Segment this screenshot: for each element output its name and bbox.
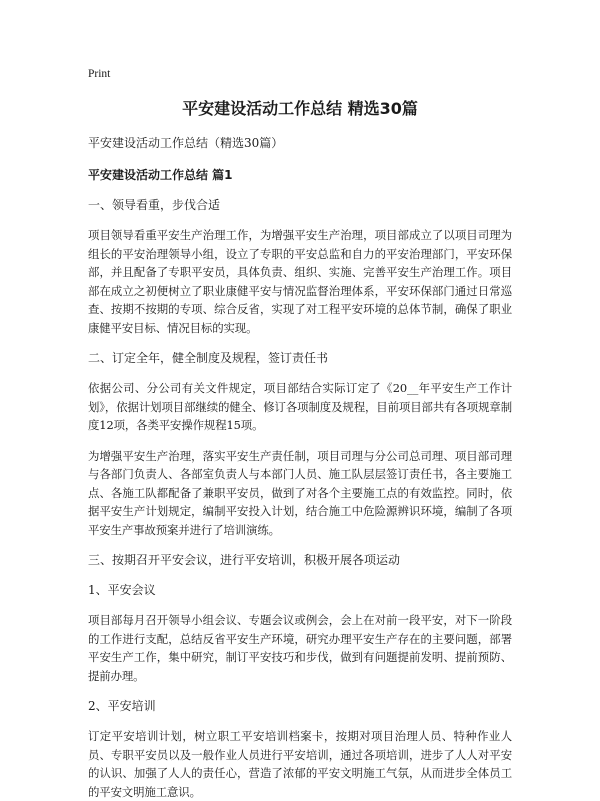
print-label[interactable]: Print — [88, 68, 111, 80]
paragraph-leadership: 项目领导看重平安生产治理工作，为增强平安生产治理，项目部成立了以项目司理为组长的平安治理领导小组，设立了专职的平安总监和自力的平安治理部门，平安环保部，并且配备了专职平安员，具体负责、组织、实施、完善平安生产治理工作。项目部在成立之初便树立了职业康健平安与情况监督治理体系，平安环保部门通过日常巡查、按期不按期的专项、综合反省，实现了对工程平安环境的总体节制，确保了职业康健平安目标、情况目标的实现。 — [88, 228, 512, 335]
page-title: 平安建设活动工作总结 精选30篇 — [182, 99, 418, 118]
heading-meetings-training: 三、按期召开平安会议，进行平安培训，积极开展各项运动 — [88, 553, 401, 567]
paragraph-responsibility: 为增强平安生产治理，落实平安生产责任制，项目司理与分公司总司理、项目部司理与各部门负责人、各部室负责人与本部门人员、施工队层层签订责任书，各主要施工点、各施工队都配备了兼职平安员，做到了对各个主要施工点的有效监控。同时，依据平安生产计划规定，编制平安投入计划，结合施工中危险源辨识环境，编制了各项平安生产事故预案并进行了培训演练。 — [88, 448, 512, 537]
section-heading: 平安建设活动工作总结 篇1 — [88, 168, 233, 182]
heading-leadership: 一、领导看重，步伐合适 — [88, 198, 221, 212]
paragraph-meetings: 项目部每月召开领导小组会议、专题会议或例会，会上在对前一段平安，对下一阶段的工作进行支配，总结反省平安生产环境，研究办理平安生产存在的主要问题，部署平安生产工作，集中研究，制订平安技巧和步伐，做到有问题提前发明、提前预防、提前办理。 — [88, 613, 512, 683]
document-subtitle: 平安建设活动工作总结（精选30篇） — [88, 136, 284, 150]
heading-rules: 二、订定全年，健全制度及规程，签订责任书 — [88, 351, 329, 365]
subheading-safety-meetings: 1、平安会议 — [88, 583, 156, 597]
subheading-safety-training: 2、平安培训 — [88, 699, 156, 713]
paragraph-training: 订定平安培训计划，树立职工平安培训档案卡，按期对项目治理人员、特种作业人员、专职平安员以及一般作业人员进行平安培训，通过各项培训，进步了人人对平安的认识、加强了人人的责任心，营造了浓郁的平安文明施工气氛，从而进步全体员工的平安文明施工意识。 — [88, 729, 512, 799]
paragraph-plan: 依据公司、分公司有关文件规定，项目部结合实际订定了《20__年平安生产工作计划》，依据计划项目部继续的健全、修订各项制度及规程，目前项目部共有各项规章制度12项，各类平安操作规程15项。 — [88, 381, 512, 432]
